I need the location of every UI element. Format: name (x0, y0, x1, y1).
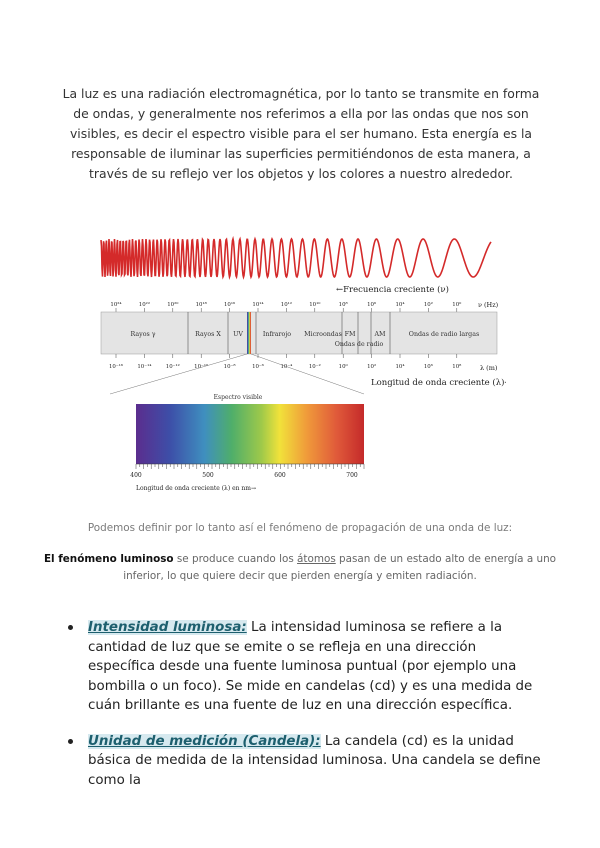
frequency-tick-label: 10²⁰ (167, 302, 179, 308)
wavelength-tick-label: 10⁻⁶ (252, 364, 264, 370)
intro-paragraph: La luz es una radiación electromagnética, por lo tanto se transmite en forma de ondas, y generalmente nos referimos a ella por las ondas que nos son visibles, es decir el espectro visible para el ser humano. Esta energía es la responsable de iluminar las superficies permitiéndonos de esta manera, a través de su reflejo ver los objetos y los colores a nuestro alrededor. (62, 86, 540, 182)
wavelength-tick-label: 10⁴ (395, 364, 405, 370)
visible-spectrum-band (136, 404, 364, 464)
frequency-tick-label: 10² (423, 302, 433, 308)
frequency-tick-label: 10¹⁸ (195, 302, 207, 308)
em-spectrum-figure (96, 228, 506, 500)
frequency-ticks (110, 301, 462, 312)
frequency-tick-label: 10⁴ (395, 302, 405, 308)
frequency-tick-label: 10⁰ (452, 302, 462, 308)
wavelength-tick-label: 10⁸ (452, 364, 462, 370)
frequency-tick-label: 10⁸ (338, 302, 348, 308)
band-fm: FM (344, 331, 356, 338)
band-am: AM (374, 331, 386, 338)
wavelength-tick-label: 10⁻⁴ (280, 364, 293, 370)
phenomenon-term: El fenómeno luminoso (43, 553, 174, 566)
wavelength-tick-label: 10² (367, 364, 377, 370)
band-microwave: Microondas (304, 331, 342, 338)
wavelength-tick-label: 10⁻¹⁰ (194, 364, 209, 370)
atoms-link[interactable]: átomos (297, 553, 336, 566)
visible-slice (247, 312, 251, 354)
term-intensity: Intensidad luminosa: (88, 620, 247, 635)
list-item: Unidad de medición (Candela): La candela (cd) es la unidad básica de medida de la intensidad luminosa. Una candela se define como la (64, 732, 544, 791)
frequency-label: ←Frecuencia creciente (ν) (336, 285, 449, 295)
definitions-list (64, 618, 544, 806)
wavelength-tick-label: 10⁶ (423, 364, 433, 370)
band-uv: UV (233, 331, 243, 338)
frequency-tick-label: 10⁶ (367, 302, 377, 308)
bullet-icon (68, 739, 73, 744)
frequency-unit: ν (Hz) (478, 301, 499, 309)
band-gamma: Rayos γ (130, 331, 156, 338)
visible-ticks (130, 472, 358, 479)
band-long-radio: Ondas de radio largas (408, 331, 480, 338)
visible-tick-label: 500 (202, 472, 214, 479)
luminous-phenomenon-definition: El fenómeno luminoso se produce cuando los átomos pasan de un estado alto de energía a uno inferior, lo que quiere decir que pierden energía y emiten radiación. (43, 553, 557, 583)
term-candela: Unidad de medición (Candela): (88, 733, 321, 749)
em-spectrum-diagram (96, 228, 506, 500)
wavelength-tick-label: 10⁻⁸ (223, 364, 236, 370)
band-radio: Ondas de radio (334, 341, 384, 348)
frequency-tick-label: 10¹⁰ (309, 302, 321, 308)
wavelength-label: Longitud de onda creciente (λ)→ (371, 378, 506, 388)
band-xray: Rayos X (195, 331, 221, 338)
definition-lead: Podemos definir por lo tanto así el fenómeno de propagación de una onda de luz: (87, 522, 513, 535)
wavelength-tick-label: 10⁻¹⁴ (137, 364, 152, 370)
bullet-icon (68, 625, 73, 630)
band-infrared: Infrarojo (262, 331, 292, 338)
frequency-tick-label: 10¹⁶ (224, 302, 236, 308)
frequency-tick-label: 10²² (138, 302, 150, 308)
wave-line (101, 239, 491, 277)
visible-tick-label: 400 (130, 472, 142, 479)
visible-tick-label: 700 (346, 472, 358, 479)
visible-axis-label: Longitud de onda creciente (λ) en nm→ (136, 485, 256, 492)
frequency-tick-label: 10¹⁴ (252, 302, 264, 308)
wavelength-ticks (109, 354, 462, 370)
frequency-tick-label: 10¹² (280, 302, 292, 308)
list-item: Intensidad luminosa: La intensidad luminosa se refiere a la cantidad de luz que se emite o se refleja en una dirección específica desde una fuente luminosa puntual (por ejemplo una bombilla o un foco). Se mide en candelas (cd) y es una medida de cuán brillante es una fuente de luz en una dirección específica. (64, 618, 544, 716)
wavelength-tick-label: 10⁰ (338, 364, 348, 370)
wavelength-tick-label: 10⁻¹⁶ (108, 364, 124, 370)
frequency-tick-label: 10²⁴ (110, 302, 122, 308)
wavelength-tick-label: 10⁻² (308, 364, 321, 370)
wavelength-tick-label: 10⁻¹² (165, 364, 180, 370)
wavelength-unit: λ (m) (480, 364, 498, 372)
visible-title: Espectro visible (213, 394, 263, 401)
visible-tick-label: 600 (274, 472, 286, 479)
